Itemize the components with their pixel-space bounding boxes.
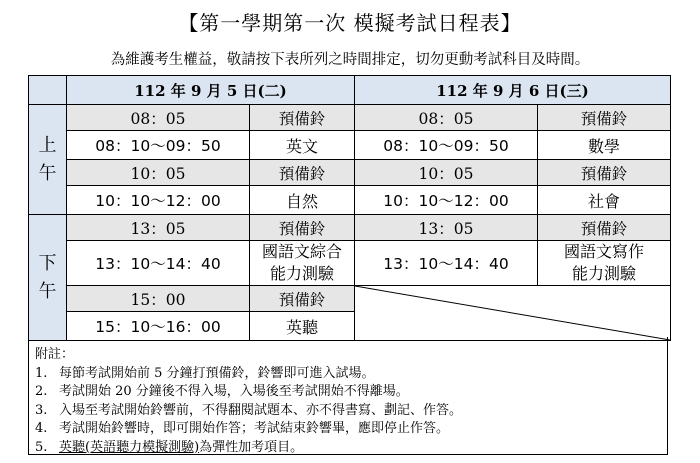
- note-number: 1.: [35, 366, 48, 381]
- exam-subject: 國語文綜合 能力測驗: [250, 241, 355, 286]
- exam-time: 10：10～12：00: [355, 186, 538, 215]
- exam-subject: 社會: [538, 186, 671, 215]
- bell-time: 13：05: [355, 215, 538, 241]
- notes-title: 附註：: [35, 347, 75, 362]
- note-item: [35, 383, 659, 401]
- note-text: 為彈性加考項目。: [199, 439, 304, 455]
- note-number: 4.: [35, 421, 48, 437]
- bell-time: 10：05: [355, 160, 538, 186]
- bell-time: 15：00: [67, 286, 250, 312]
- bell-time: 08：05: [355, 105, 538, 131]
- date-header-day1: 112 年 9 月 5 日(二): [67, 76, 355, 105]
- bell-time: 08：05: [67, 105, 250, 131]
- notes-box: [28, 337, 668, 455]
- note-number: 2.: [35, 384, 48, 400]
- date-header-day2: 112 年 9 月 6 日(三): [355, 76, 671, 105]
- exam-time: 10：10～12：00: [67, 186, 250, 215]
- bell-label: 預備鈴: [250, 215, 355, 241]
- note-text: 考試開始 20 分鐘後不得入場，入場後至考試開始不得離場。: [59, 384, 409, 400]
- exam-subject: 國語文寫作 能力測驗: [538, 241, 671, 286]
- bell-label: 預備鈴: [538, 160, 671, 186]
- note-number: 3.: [35, 402, 48, 418]
- bell-label: 預備鈴: [250, 160, 355, 186]
- exam-subject: 英聽: [250, 312, 355, 341]
- header-corner: [29, 76, 67, 105]
- exam-subject: 數學: [538, 131, 671, 160]
- note-text: 每節考試開始前 5 分鐘打預備鈴，鈴響即可進入試場。: [59, 366, 375, 381]
- exam-time: 13：10～14：40: [355, 241, 538, 286]
- exam-time: 08：10～09：50: [355, 131, 538, 160]
- page-subtitle: 為維護考生權益，敬請按下表所列之時間排定，切勿更動考試科目及時間。: [110, 52, 590, 68]
- bell-time: 13：05: [67, 215, 250, 241]
- period-morning: 上 午: [29, 105, 67, 215]
- note-text: 入場至考試開始鈴響前，不得翻閱試題本、亦不得書寫、劃記、作答。: [59, 402, 463, 418]
- note-item: [35, 439, 659, 457]
- exam-subject: 自然: [250, 186, 355, 215]
- bell-label: 預備鈴: [538, 215, 671, 241]
- exam-subject: 英文: [250, 131, 355, 160]
- bell-time: 10：05: [67, 160, 250, 186]
- bell-label: 預備鈴: [538, 105, 671, 131]
- notes-list: [35, 365, 659, 457]
- exam-time: 08：10～09：50: [67, 131, 250, 160]
- empty-slot-diagonal: [355, 286, 671, 341]
- bell-label: 預備鈴: [250, 105, 355, 131]
- note-text-underlined: 英聽(英語聽力模擬測驗): [59, 439, 200, 455]
- note-item: [35, 365, 659, 383]
- page-title: 【第一學期第一次 模擬考試日程表】: [178, 11, 522, 35]
- diagonal-line: [355, 286, 670, 340]
- bell-label: 預備鈴: [250, 286, 355, 312]
- period-afternoon: 下 午: [29, 215, 67, 341]
- note-text: 考試開始鈴響時，即可開始作答；考試結束鈴響畢，應即停止作答。: [59, 421, 450, 437]
- exam-time: 13：10～14：40: [67, 241, 250, 286]
- note-item: [35, 420, 659, 438]
- note-number: 5.: [35, 439, 48, 455]
- schedule-table: [28, 75, 671, 341]
- note-item: [35, 402, 659, 420]
- exam-time: 15：10～16：00: [67, 312, 250, 341]
